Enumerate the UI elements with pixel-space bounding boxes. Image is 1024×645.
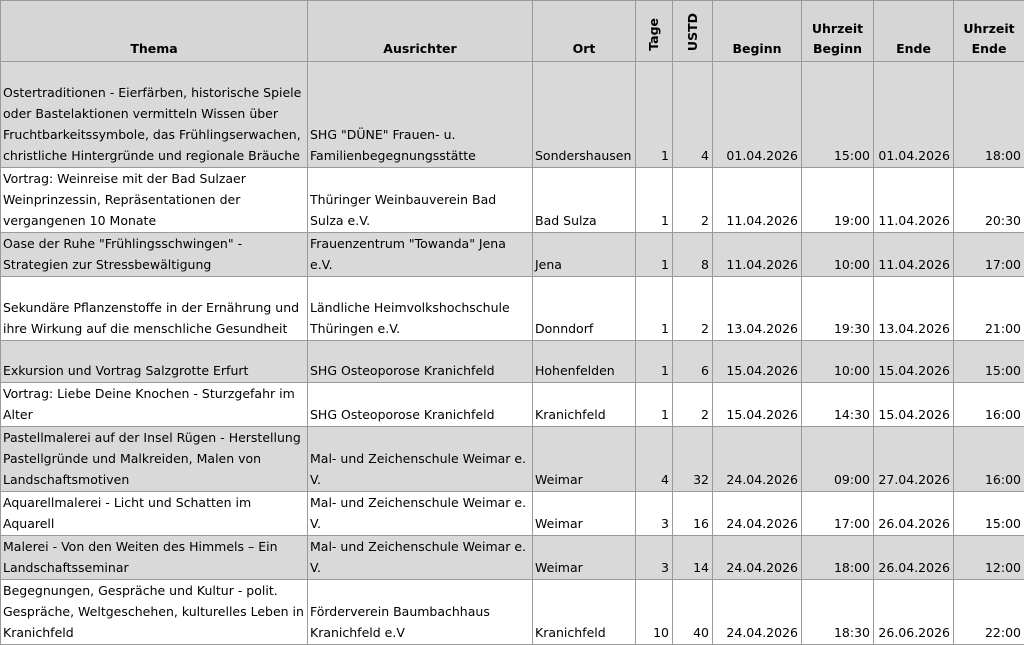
cell-ustd[interactable]: 6 xyxy=(673,341,713,383)
cell-uhrzeit-beginn[interactable]: 09:00 xyxy=(802,427,874,492)
cell-beginn[interactable]: 01.04.2026 xyxy=(713,62,802,168)
cell-tage[interactable]: 1 xyxy=(636,233,673,277)
cell-ausrichter[interactable]: SHG "DÜNE" Frauen- u. Familienbegegnungsstätte xyxy=(308,62,533,168)
cell-uhrzeit-ende[interactable]: 21:00 xyxy=(954,277,1024,341)
cell-ende[interactable]: 26.06.2026 xyxy=(874,580,954,645)
cell-ausrichter[interactable]: Frauenzentrum "Towanda" Jena e.V. xyxy=(308,233,533,277)
cell-ort[interactable]: Jena xyxy=(533,233,636,277)
cell-ort[interactable]: Sondershausen xyxy=(533,62,636,168)
cell-beginn[interactable]: 24.04.2026 xyxy=(713,536,802,580)
cell-ort[interactable]: Weimar xyxy=(533,492,636,536)
cell-uhrzeit-beginn[interactable]: 14:30 xyxy=(802,383,874,427)
cell-ausrichter[interactable]: SHG Osteoporose Kranichfeld xyxy=(308,341,533,383)
cell-ustd[interactable]: 8 xyxy=(673,233,713,277)
table-row[interactable] xyxy=(1,277,1024,341)
cell-thema[interactable]: Ostertraditionen - Eierfärben, historische Spiele oder Bastelaktionen vermitteln Wissen über Fruchtbarkeitssymbole, das Frühlingserwachen, christliche Hintergründe und regionale Bräuche xyxy=(1,62,308,168)
cell-uhrzeit-beginn[interactable]: 10:00 xyxy=(802,233,874,277)
cell-ausrichter[interactable]: Mal- und Zeichenschule Weimar e. V. xyxy=(308,536,533,580)
cell-tage[interactable]: 1 xyxy=(636,341,673,383)
cell-thema[interactable]: Vortrag: Liebe Deine Knochen - Sturzgefahr im Alter xyxy=(1,383,308,427)
cell-ausrichter[interactable]: Förderverein Baumbachhaus Kranichfeld e.V xyxy=(308,580,533,645)
cell-thema[interactable]: Oase der Ruhe "Frühlingsschwingen" - Strategien zur Stressbewältigung xyxy=(1,233,308,277)
cell-uhrzeit-ende[interactable]: 15:00 xyxy=(954,341,1024,383)
cell-uhrzeit-ende[interactable]: 22:00 xyxy=(954,580,1024,645)
header-row xyxy=(1,1,1024,62)
cell-uhrzeit-ende[interactable]: 17:00 xyxy=(954,233,1024,277)
cell-ausrichter[interactable]: Thüringer Weinbauverein Bad Sulza e.V. xyxy=(308,168,533,233)
cell-ausrichter[interactable]: Mal- und Zeichenschule Weimar e. V. xyxy=(308,492,533,536)
cell-thema[interactable]: Aquarellmalerei - Licht und Schatten im Aquarell xyxy=(1,492,308,536)
header-beginn[interactable]: Beginn xyxy=(713,1,802,62)
cell-ort[interactable]: Hohenfelden xyxy=(533,341,636,383)
cell-beginn[interactable]: 24.04.2026 xyxy=(713,492,802,536)
cell-tage[interactable]: 1 xyxy=(636,62,673,168)
cell-beginn[interactable]: 11.04.2026 xyxy=(713,233,802,277)
table-row[interactable] xyxy=(1,492,1024,536)
cell-thema[interactable]: Malerei - Von den Weiten des Himmels – Ein Landschaftsseminar xyxy=(1,536,308,580)
cell-thema[interactable]: Sekundäre Pflanzenstoffe in der Ernährung und ihre Wirkung auf die menschliche Gesundheit xyxy=(1,277,308,341)
cell-ende[interactable]: 15.04.2026 xyxy=(874,383,954,427)
cell-tage[interactable]: 1 xyxy=(636,168,673,233)
cell-ende[interactable]: 01.04.2026 xyxy=(874,62,954,168)
cell-uhrzeit-beginn[interactable]: 18:30 xyxy=(802,580,874,645)
cell-ende[interactable]: 15.04.2026 xyxy=(874,341,954,383)
cell-beginn[interactable]: 24.04.2026 xyxy=(713,427,802,492)
header-tage[interactable] xyxy=(636,1,673,62)
cell-uhrzeit-ende[interactable]: 16:00 xyxy=(954,427,1024,492)
table-row[interactable] xyxy=(1,536,1024,580)
cell-ort[interactable]: Weimar xyxy=(533,427,636,492)
cell-beginn[interactable]: 15.04.2026 xyxy=(713,341,802,383)
cell-tage[interactable]: 1 xyxy=(636,277,673,341)
header-uhrzeit-beginn-line1: Uhrzeit xyxy=(812,21,863,36)
cell-beginn[interactable]: 13.04.2026 xyxy=(713,277,802,341)
table-row[interactable] xyxy=(1,168,1024,233)
cell-ende[interactable]: 27.04.2026 xyxy=(874,427,954,492)
cell-tage[interactable]: 1 xyxy=(636,383,673,427)
cell-uhrzeit-ende[interactable]: 20:30 xyxy=(954,168,1024,233)
table-row[interactable] xyxy=(1,233,1024,277)
table-row[interactable] xyxy=(1,383,1024,427)
cell-ende[interactable]: 13.04.2026 xyxy=(874,277,954,341)
table-row[interactable] xyxy=(1,341,1024,383)
cell-ustd[interactable]: 2 xyxy=(673,277,713,341)
table-row[interactable] xyxy=(1,580,1024,645)
cell-beginn[interactable]: 11.04.2026 xyxy=(713,168,802,233)
header-uhrzeit-ende-line2: Ende xyxy=(972,41,1007,56)
cell-uhrzeit-beginn[interactable]: 18:00 xyxy=(802,536,874,580)
cell-uhrzeit-beginn[interactable]: 19:30 xyxy=(802,277,874,341)
cell-ausrichter[interactable]: SHG Osteoporose Kranichfeld xyxy=(308,383,533,427)
cell-uhrzeit-beginn[interactable]: 17:00 xyxy=(802,492,874,536)
cell-ende[interactable]: 11.04.2026 xyxy=(874,233,954,277)
cell-uhrzeit-beginn[interactable]: 15:00 xyxy=(802,62,874,168)
cell-tage[interactable]: 4 xyxy=(636,427,673,492)
cell-thema[interactable]: Begegnungen, Gespräche und Kultur - polit. Gespräche, Weltgeschehen, kulturelles Leben in Kranichfeld xyxy=(1,580,308,645)
cell-ort[interactable]: Kranichfeld xyxy=(533,580,636,645)
cell-ustd[interactable]: 2 xyxy=(673,168,713,233)
cell-ustd[interactable]: 16 xyxy=(673,492,713,536)
cell-ustd[interactable]: 14 xyxy=(673,536,713,580)
header-ustd[interactable] xyxy=(673,1,713,62)
header-ort[interactable]: Ort xyxy=(533,1,636,62)
cell-ort[interactable]: Bad Sulza xyxy=(533,168,636,233)
cell-ort[interactable]: Kranichfeld xyxy=(533,383,636,427)
cell-ustd[interactable]: 32 xyxy=(673,427,713,492)
cell-tage[interactable]: 10 xyxy=(636,580,673,645)
cell-beginn[interactable]: 24.04.2026 xyxy=(713,580,802,645)
table-row[interactable] xyxy=(1,62,1024,168)
cell-thema[interactable]: Pastellmalerei auf der Insel Rügen - Herstellung Pastellgründe und Malkreiden, Malen von Landschaftsmotiven xyxy=(1,427,308,492)
header-ausrichter[interactable]: Ausrichter xyxy=(308,1,533,62)
cell-thema[interactable]: Exkursion und Vortrag Salzgrotte Erfurt xyxy=(1,341,308,383)
cell-ort[interactable]: Donndorf xyxy=(533,277,636,341)
cell-ustd[interactable]: 2 xyxy=(673,383,713,427)
cell-tage[interactable]: 3 xyxy=(636,536,673,580)
header-ende[interactable]: Ende xyxy=(874,1,954,62)
cell-uhrzeit-ende[interactable]: 12:00 xyxy=(954,536,1024,580)
cell-beginn[interactable]: 15.04.2026 xyxy=(713,383,802,427)
cell-ende[interactable]: 11.04.2026 xyxy=(874,168,954,233)
cell-thema[interactable]: Vortrag: Weinreise mit der Bad Sulzaer Weinprinzessin, Repräsentationen der vergangenen 10 Monate xyxy=(1,168,308,233)
cell-uhrzeit-ende[interactable]: 16:00 xyxy=(954,383,1024,427)
cell-uhrzeit-beginn[interactable]: 10:00 xyxy=(802,341,874,383)
header-ustd-label: USTD xyxy=(686,13,700,51)
header-uhrzeit-ende-line1: Uhrzeit xyxy=(963,21,1014,36)
header-uhrzeit-ende[interactable] xyxy=(954,1,1024,62)
header-thema[interactable]: Thema xyxy=(1,1,308,62)
cell-uhrzeit-beginn[interactable]: 19:00 xyxy=(802,168,874,233)
cell-uhrzeit-ende[interactable]: 15:00 xyxy=(954,492,1024,536)
header-uhrzeit-beginn-line2: Beginn xyxy=(813,41,862,56)
cell-ustd[interactable]: 40 xyxy=(673,580,713,645)
cell-tage[interactable]: 3 xyxy=(636,492,673,536)
header-uhrzeit-beginn[interactable] xyxy=(802,1,874,62)
cell-ende[interactable]: 26.04.2026 xyxy=(874,492,954,536)
table-row[interactable] xyxy=(1,427,1024,492)
header-tage-label: Tage xyxy=(647,18,661,51)
cell-ustd[interactable]: 4 xyxy=(673,62,713,168)
cell-ausrichter[interactable]: Ländliche Heimvolkshochschule Thüringen e.V. xyxy=(308,277,533,341)
cell-ausrichter[interactable]: Mal- und Zeichenschule Weimar e. V. xyxy=(308,427,533,492)
cell-ort[interactable]: Weimar xyxy=(533,536,636,580)
cell-ende[interactable]: 26.04.2026 xyxy=(874,536,954,580)
cell-uhrzeit-ende[interactable]: 18:00 xyxy=(954,62,1024,168)
